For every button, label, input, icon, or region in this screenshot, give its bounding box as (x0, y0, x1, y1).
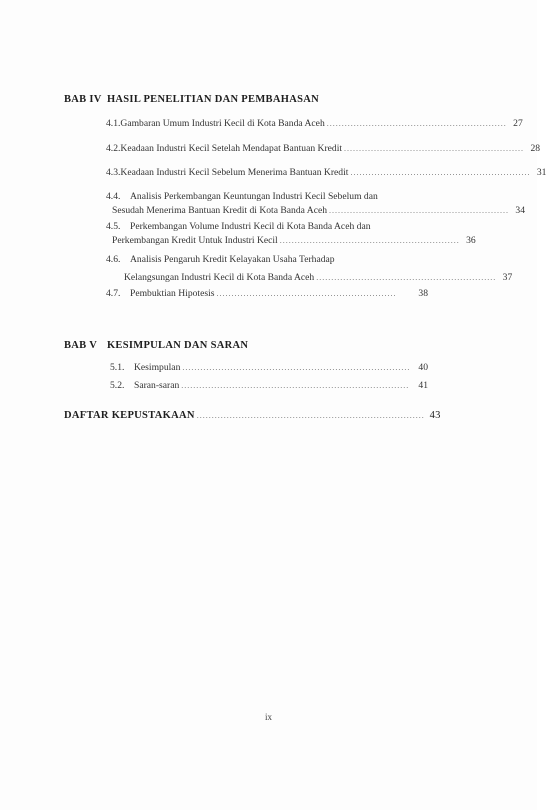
entry-page: 36 (466, 235, 476, 246)
entry-title-line2: Kelangsungan Industri Kecil di Kota Banda Aceh (124, 272, 315, 283)
leader-dots: ............................................................ (329, 206, 510, 215)
chapter-label: BAB IV (64, 94, 102, 105)
entry-title: Keadaan Industri Kecil Setelah Mendapat Bantuan Kredit (120, 143, 343, 154)
entry-number: 4.6. (106, 254, 121, 265)
entry-number: 4.7. (106, 288, 121, 299)
chapter-heading-bab-iv (64, 94, 319, 105)
entry-page: 31 (536, 167, 546, 178)
toc-entry-4-2[interactable] (106, 142, 541, 156)
chapter-title: HASIL PENELITIAN DAN PEMBAHASAN (106, 94, 319, 105)
entry-page: 40 (418, 362, 428, 373)
toc-entry-4-5[interactable] (106, 220, 476, 248)
toc-entry-5-1[interactable] (110, 361, 428, 375)
leader-dots: ............................................................................ (182, 363, 411, 372)
entry-title-line1: Analisis Perkembangan Keuntungan Industri Kecil Sebelum dan (130, 191, 378, 202)
chapter-label: BAB V (64, 340, 98, 351)
toc-entry-4-4[interactable] (106, 190, 526, 218)
leader-dots: ............................................................ (216, 289, 397, 298)
chapter-title: KESIMPULAN DAN SARAN (106, 340, 249, 351)
toc-entry-bibliography[interactable] (64, 410, 441, 421)
leader-dots: ............................................................ (316, 273, 497, 282)
entry-page: 37 (502, 272, 513, 283)
entry-number: 4.1. (106, 118, 121, 129)
leader-dots: ............................................................................ (181, 381, 410, 390)
toc-entry-4-3[interactable] (106, 166, 546, 180)
entry-page: 28 (530, 143, 541, 154)
entry-page: 34 (515, 205, 526, 216)
leader-dots: ............................................................ (350, 168, 531, 177)
entry-number: 4.5. (106, 221, 121, 232)
entry-title: Kesimpulan (134, 362, 181, 373)
chapter-heading-bab-v (64, 340, 248, 351)
bibliography-page: 43 (429, 410, 441, 421)
entry-page: 38 (418, 288, 428, 299)
leader-dots: ............................................................ (279, 236, 460, 245)
leader-dots: ............................................................................ (196, 411, 425, 420)
entry-number: 4.3. (106, 167, 121, 178)
entry-title: Keadaan Industri Kecil Sebelum Menerima Bantuan Kredit (120, 167, 349, 178)
entry-number: 5.1. (110, 362, 125, 373)
entry-number: 4.2. (106, 143, 121, 154)
entry-title-line2: Sesudah Menerima Bantuan Kredit di Kota Banda Aceh (112, 205, 328, 216)
entry-title-line1: Analisis Pengaruh Kredit Kelayakan Usaha Terhadap (130, 254, 335, 265)
entry-title: Pembuktian Hipotesis (130, 288, 215, 299)
entry-number: 4.4. (106, 191, 121, 202)
entry-title: Saran-saran (134, 380, 180, 391)
entry-title: Gambaran Umum Industri Kecil di Kota Banda Aceh (120, 118, 325, 129)
page-number: ix (264, 712, 272, 722)
leader-dots: ............................................................ (344, 144, 525, 153)
entry-number: 5.2. (110, 380, 125, 391)
toc-entry-4-1[interactable] (106, 117, 523, 131)
entry-title-line1: Perkembangan Volume Industri Kecil di Kota Banda Aceh dan (130, 221, 371, 232)
entry-page: 41 (418, 380, 428, 391)
toc-entry-4-6[interactable] (106, 251, 513, 287)
entry-title-line2: Perkembangan Kredit Untuk Industri Kecil (112, 235, 278, 246)
entry-page: 27 (513, 118, 523, 129)
toc-entry-5-2[interactable] (110, 379, 428, 393)
leader-dots: ............................................................ (326, 119, 507, 128)
bibliography-title: DAFTAR KEPUSTAKAAN (64, 410, 195, 421)
toc-entry-4-7[interactable] (106, 287, 428, 301)
